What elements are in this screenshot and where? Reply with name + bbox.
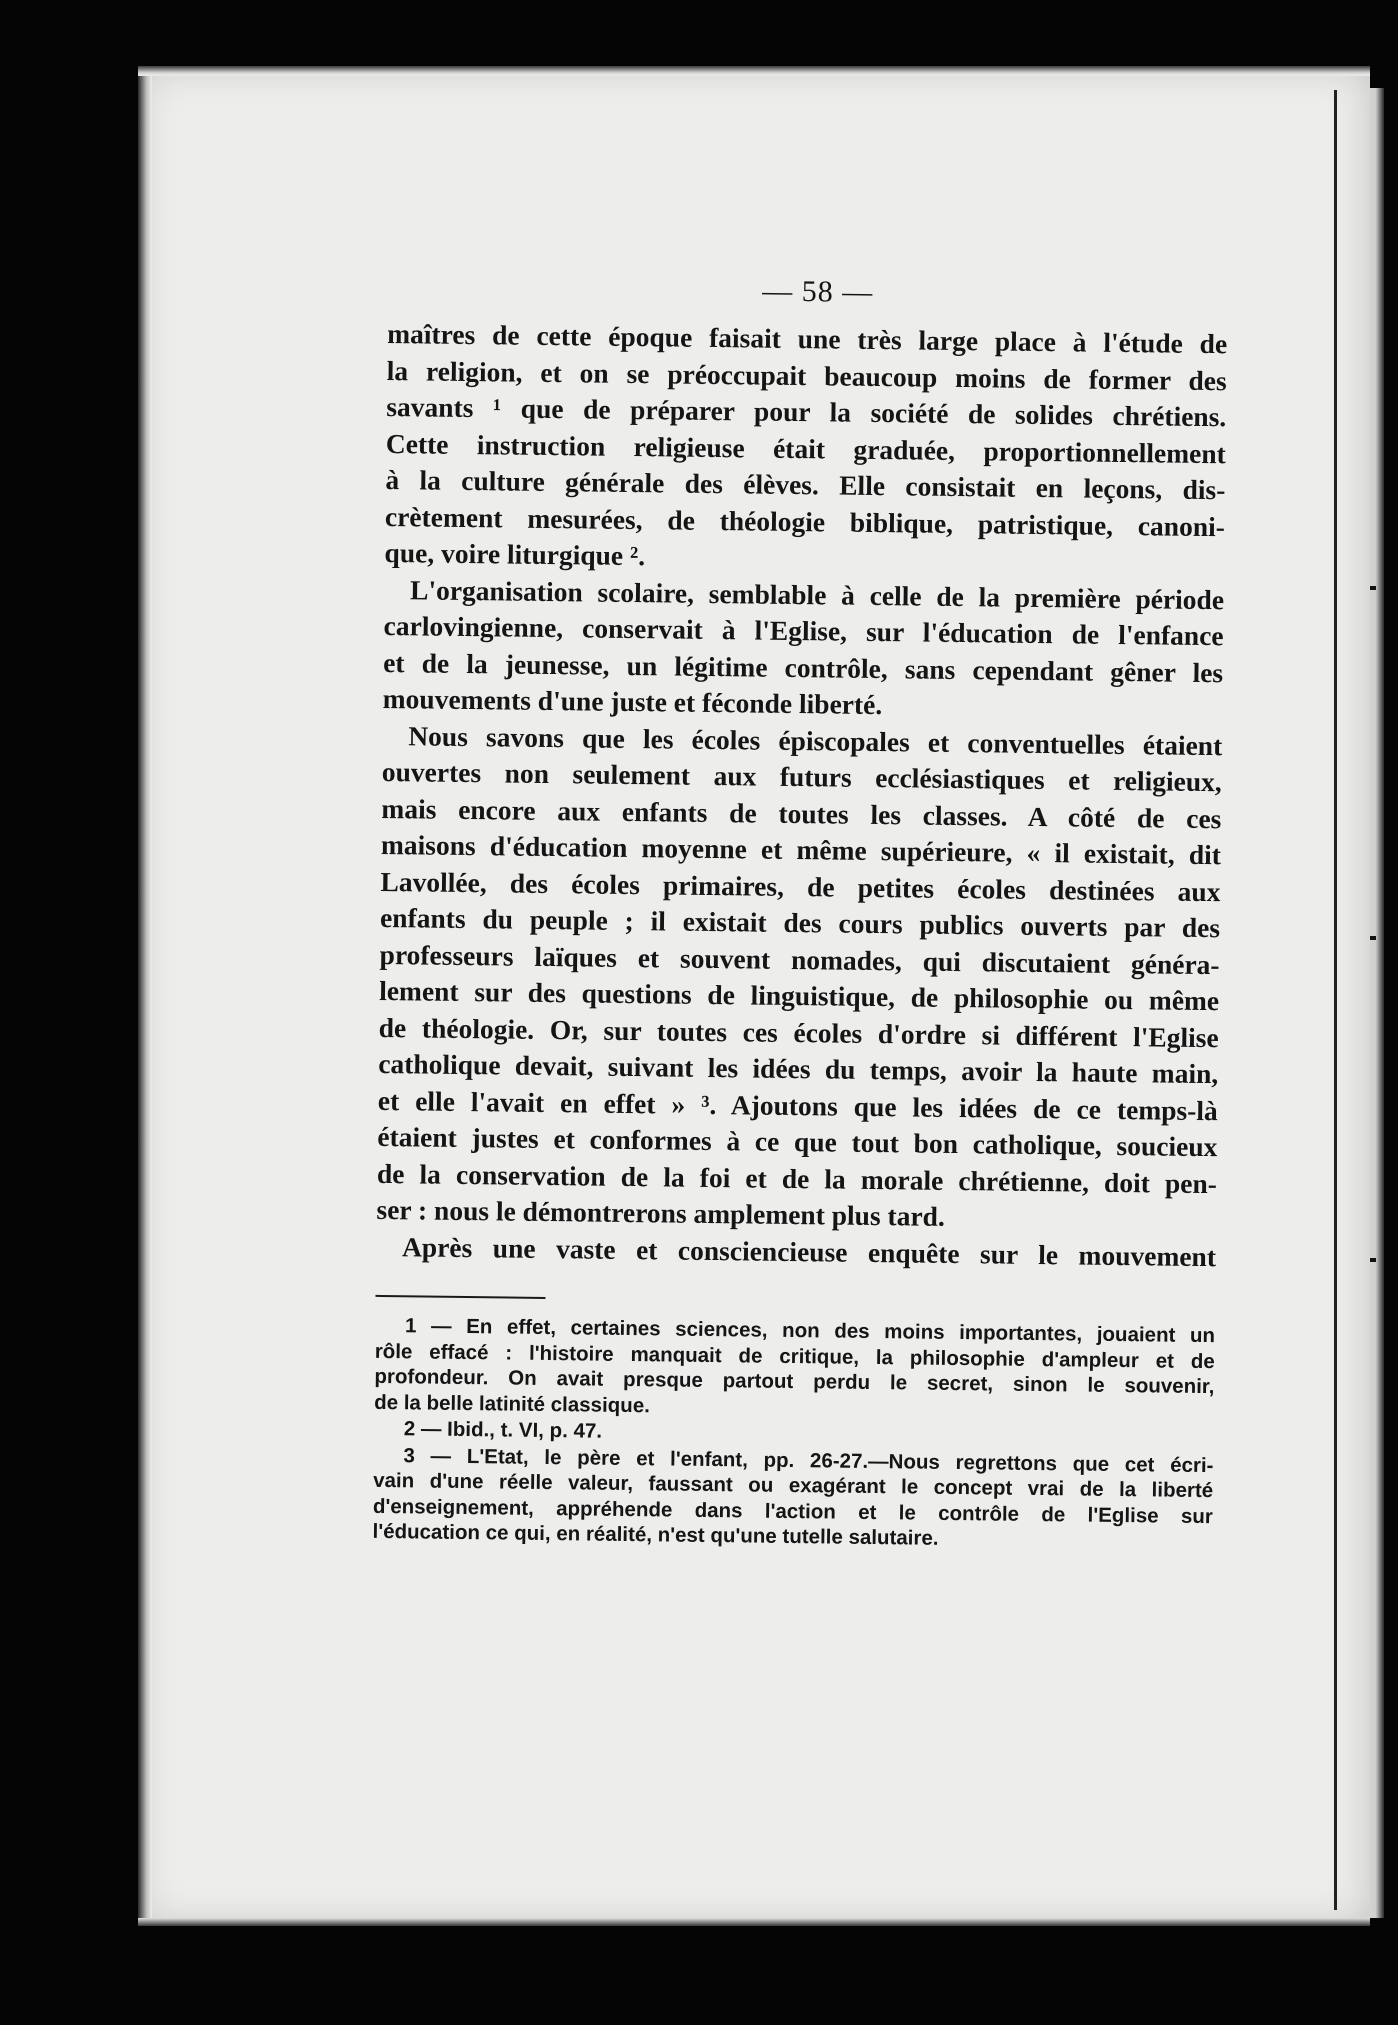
footnotes [372, 1313, 1215, 1555]
text-line: Cette instruction religieuse était graduée, proportionnellement [385, 427, 1227, 469]
footnote-1 [374, 1313, 1215, 1425]
text-line: la religion, et on se préoccupait beaucoup moins de former des [386, 354, 1227, 396]
footnote-line: d'enseignement, appréhende dans l'action et le contrôle de l'Eglise sur [372, 1494, 1213, 1528]
footnote-line: vain d'une réelle valeur, faussant ou exagérant le concept vrai de la liberté [373, 1468, 1214, 1503]
footnote-line: l'éducation ce qui, en réalité, n'est qu'une tutelle salutaire. [372, 1519, 939, 1550]
text-line: mais encore aux enfants de toutes les classes. A côté de ces [381, 792, 1222, 834]
page-bottom-edge [138, 1918, 1370, 1926]
paragraph-2 [383, 571, 1225, 727]
text-line: Après une vaste et consciencieuse enquête sur le mouvement [401, 1230, 1217, 1272]
page-left-edge [138, 66, 152, 1926]
text-line: professeurs laïques et souvent nomades, qui discutaient généra- [379, 938, 1220, 980]
text-line: L'organisation scolaire, semblable à celle de la première période [409, 573, 1225, 615]
text-line: maisons d'éducation moyenne et même supérieure, « il existait, dit [380, 828, 1222, 871]
text-line: de la conservation de la foi et de la morale chrétienne, doit pen- [376, 1157, 1218, 1199]
text-line: que, voire liturgique ². [384, 536, 646, 572]
text-line: Nous savons que les écoles épiscopales et conventuelles étaient [408, 719, 1223, 761]
footnote-line: 1 — En effet, certaines sciences, non des moins importantes, jouaient un [404, 1314, 1216, 1348]
footnote-separator-rule [375, 1295, 545, 1299]
text-line: Lavollée, des écoles primaires, de petites écoles destinées aux [380, 865, 1221, 907]
text-line: mouvements d'une juste et féconde liberté. [382, 682, 883, 721]
footnote-line: 2 — Ibid., t. VI, p. 47. [403, 1417, 603, 1443]
text-line: ouvertes non seulement aux futurs ecclésiastiques et religieux, [381, 755, 1222, 798]
page-text-block [372, 270, 1228, 1556]
text-line: à la culture générale des élèves. Elle consistait en leçons, dis- [385, 463, 1226, 506]
paragraph-3 [376, 717, 1222, 1238]
footnote-line: rôle effacé : l'histoire manquait de critique, la philosophie d'ampleur et de [374, 1339, 1215, 1373]
text-line: enfants du peuple ; il existait des cours publics ouverts par des [379, 901, 1221, 944]
text-line: étaient justes et conformes à ce que tout bon catholique, soucieux [377, 1120, 1218, 1163]
footnote-3 [372, 1442, 1213, 1554]
footnote-line: 3 — L'Etat, le père et l'enfant, pp. 26-27.—Nous regrettons que cet écri- [403, 1443, 1214, 1477]
page-gutter-line [1334, 90, 1337, 1910]
text-line: et elle l'avait en effet » ³. Ajoutons que les idées de ce temps-là [377, 1084, 1218, 1126]
text-line: catholique devait, suivant les idées du temps, avoir la haute main, [378, 1047, 1219, 1090]
text-line: ser : nous le démontrerons amplement plus tard. [376, 1193, 946, 1232]
footnote-line: de la belle latinité classique. [374, 1390, 651, 1417]
footnote-line: profondeur. On avait presque partout perdu le secret, sinon le souvenir, [374, 1364, 1215, 1399]
text-line: et de la jeunesse, un légitime contrôle, sans cependant gêner les [383, 646, 1224, 688]
text-line: savants ¹ que de préparer pour la société de solides chrétiens. [386, 390, 1227, 433]
text-line: lement sur des questions de linguistique, de philosophie ou même [379, 974, 1220, 1017]
paragraph-1 [384, 316, 1227, 582]
text-line: carlovingienne, conservait à l'Eglise, sur l'éducation de l'enfance [383, 609, 1224, 652]
text-line: maîtres de cette époque faisait une très large place à l'étude de [387, 317, 1228, 360]
text-line: crètement mesurées, de théologie biblique, patristique, canoni- [384, 500, 1226, 542]
page-top-edge [138, 66, 1370, 76]
text-line: de théologie. Or, sur toutes ces écoles d'ordre si différent l'Eglise [378, 1011, 1219, 1053]
page-number: — 58 — [762, 274, 874, 309]
